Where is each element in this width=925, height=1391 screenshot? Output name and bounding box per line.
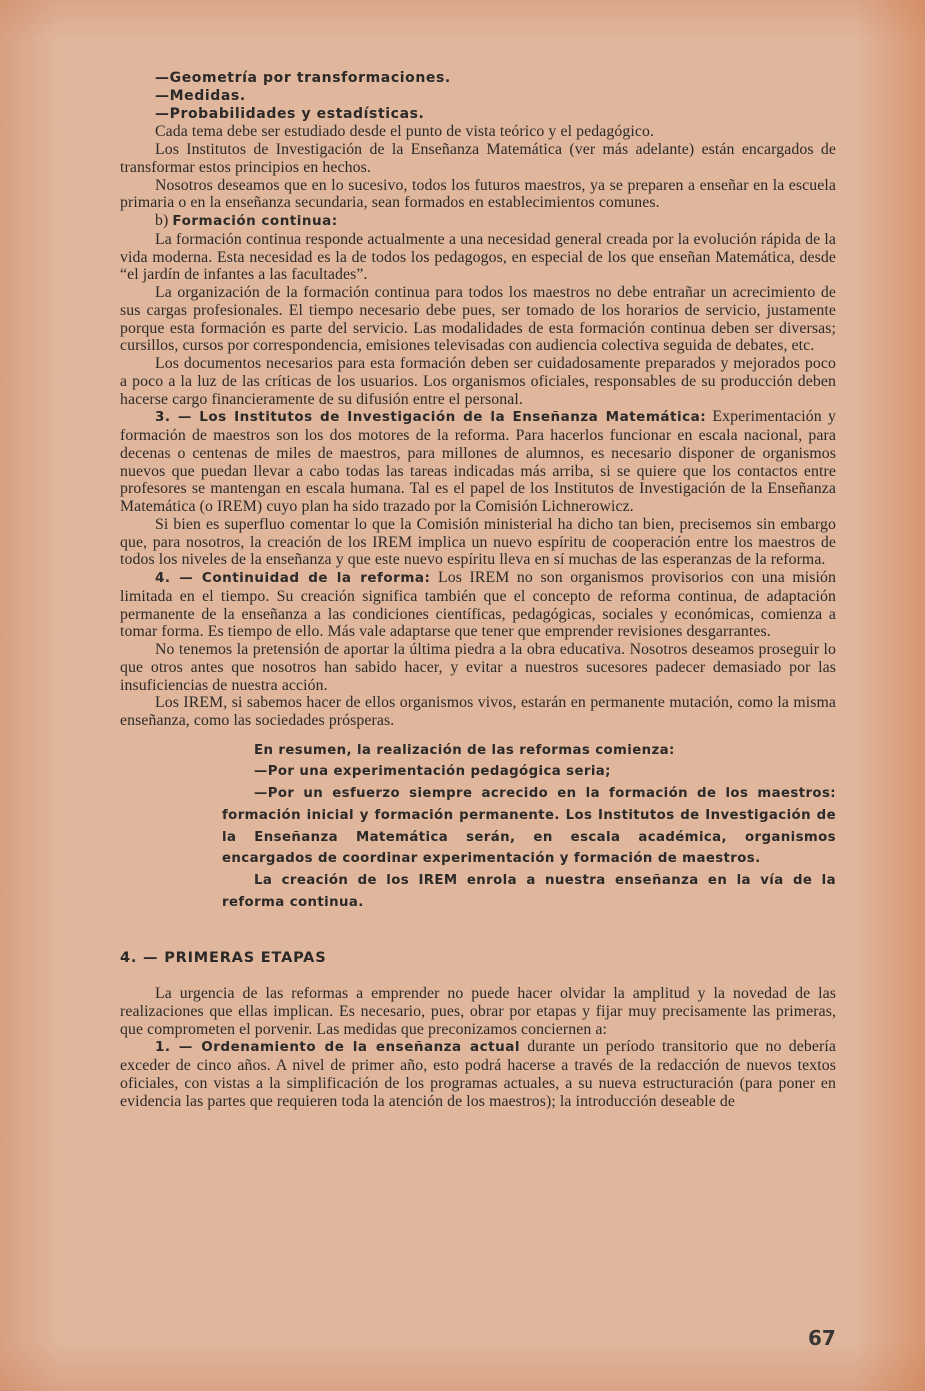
- paragraph: Nosotros deseamos que en lo sucesivo, todos los futuros maestros, ya se preparen a enseñar en la escuela primaria o en la enseñanza secundaria, sean formados en establecimientos comunes.: [120, 176, 836, 212]
- paragraph: Cada tema debe ser estudiado desde el punto de vista teórico y el pedagógico.: [155, 123, 654, 141]
- summary-block: [222, 740, 836, 914]
- paragraph: No tenemos la pretensión de aportar la última piedra a la obra educativa. Nosotros deseamos proseguir lo que otros antes que nosotros han sabido hacer, y evitar a nuestros sucesores padecer demasiado por las insuficiencias de nuestra acción.: [120, 641, 836, 694]
- paragraph: La urgencia de las reformas a emprender no puede hacer olvidar la amplitud y la novedad de las realizaciones que ellas implican. Es necesario, pues, obrar por etapas y fijar muy precisamente las primeras, que comprometen el porvenir. Las medidas que preconizamos conciernen a:: [120, 985, 836, 1038]
- paragraph: La organización de la formación continua para todos los maestros no debe entrañar un acrecimiento de sus cargas profesionales. El tiempo necesario debe pues, ser tomado de los horarios de servicio, justamente porque esta formación es parte del servicio. Las modalidades de esta formación continua deben ser diversas; cursillos, cursos por correspondencia, emisiones televisadas con audiencia colectiva seguida de debates, etc.: [120, 284, 836, 355]
- paragraph: Los documentos necesarios para esta formación deben ser cuidadosamente preparados y mejorados poco a poco a la luz de las críticas de los usuarios. Los organismos oficiales, responsables de su producción deben hacerse cargo financieramente de su difusión entre el personal.: [120, 355, 836, 408]
- list-item: —Medidas.: [155, 87, 246, 104]
- subsection-prefix: b): [155, 212, 169, 229]
- summary-line: —Por una experimentación pedagógica seria;: [254, 764, 611, 780]
- subsection-heading: [120, 212, 836, 231]
- page-content: [120, 70, 836, 1110]
- point-4-heading: 4. — Continuidad de la reforma:: [155, 570, 431, 586]
- paragraph: Si bien es superfluo comentar lo que la Comisión ministerial ha dicho tan bien, precisemos sin embargo que, para nosotros, la creación de los IREM implica un nuevo espíritu de cooperación entre los maestros de todos los niveles de la enseñanza y que este nuevo espíritu lleva en sí muchas de las esperanzas de la reforma.: [120, 515, 836, 569]
- paragraph: La formación continua responde actualmente a una necesidad general creada por la evolución rápida de la vida moderna. Esta necesidad es la de todos los pedagogos, en especial de los que enseñan Matemática, desde “el jardín de infantes a las facultades”.: [120, 230, 836, 284]
- list-item: —Probabilidades y estadísticas.: [155, 105, 425, 122]
- point-4-text: Los IREM no son organismos provisorios con una misión limitada en el tiempo. Su creación significa también que el concepto de reforma continua, de adaptación permanente de la enseñanza a las condiciones científicas, pedagógicas, sociales y económicas, comienza a tomar forma. Es tiempo de ello. Más vale adaptarse que tener que emprender revisiones desgarrantes.: [120, 569, 836, 641]
- paragraph: Los Institutos de Investigación de la Enseñanza Matemática (ver más adelante) están encargados de transformar estos principios en hechos.: [120, 141, 836, 176]
- section-title: 4. — PRIMERAS ETAPAS: [120, 950, 327, 967]
- item-1-heading: 1. — Ordenamiento de la enseñanza actual: [155, 1039, 520, 1056]
- summary-intro: En resumen, la realización de las reformas comienza:: [254, 742, 675, 758]
- summary-line: —Por un esfuerzo siempre acrecido en la formación de los maestros: formación inicial y formación permanente. Los Institutos de Investigación de la Enseñanza Matemática serán, en escala académica, organismos encargados de coordinar experimentación y formación de maestros.: [222, 786, 836, 867]
- point-4-paragraph: [120, 569, 836, 641]
- point-3-heading: 3. — Los Institutos de Investigación de la Enseñanza Matemática:: [155, 409, 707, 426]
- point-3-text: Experimentación y formación de maestros son los dos motores de la reforma. Para hacerlos funcionar en escala nacional, para decenas o centenas de miles de maestros, para millones de alumnos, es necesario disponer de organismos nuevos que puedan llevar a cabo todas las tareas indicadas más arriba, si se quiere que los contactos entre profesores se mantengan en escala humana. Tal es el papel de los Institutos de Investigación de la Enseñanza Matemática (o IREM) cuyo plan ha sido trazado por la Comisión Lichnerowicz.: [120, 408, 836, 515]
- paragraph: Los IREM, si sabemos hacer de ellos organismos vivos, estarán en permanente mutación, como la misma enseñanza, como las sociedades prósperas.: [120, 694, 836, 729]
- summary-closing: La creación de los IREM enrola a nuestra enseñanza en la vía de la reforma continua.: [222, 872, 836, 910]
- point-3-paragraph: [120, 408, 836, 516]
- section-4-item-1: [120, 1038, 836, 1110]
- list-item: —Geometría por transformaciones.: [155, 70, 451, 86]
- subsection-title: Formación continua:: [172, 213, 338, 229]
- item-1-text: durante un período transitorio que no debería exceder de cinco años. A nivel de primer año, esto podrá hacerse a través de la redacción de nuevos textos oficiales, con vistas a la simplificación de los programas actuales, a su nueva estructuración (para poner en evidencia las partes que requieren toda la atención de los maestros); la introducción deseable de: [120, 1038, 836, 1110]
- page-number: 67: [808, 1326, 836, 1350]
